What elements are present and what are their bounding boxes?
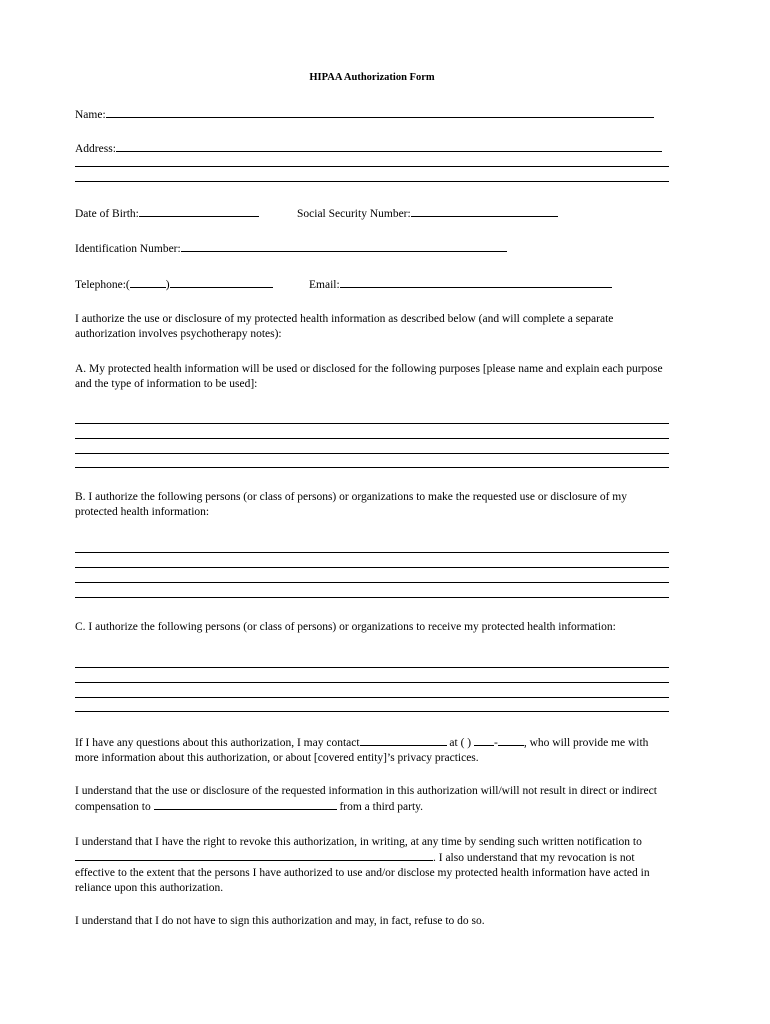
section-c-line-3[interactable] [75, 697, 669, 698]
revoke-text-2: . I also understand that my revocation is not effective to the extent that the persons I have authorized to use and/or disclose my protected health information have acted in reliance upon this authorization. [75, 852, 650, 894]
section-a-line-2[interactable] [75, 438, 669, 439]
section-a-text: A. My protected health information will be used or disclosed for the following purposes [please name and explain each purpose and the type of information to be used]: [75, 363, 663, 390]
section-c-line-4[interactable] [75, 711, 669, 712]
id-label: Identification Number: [75, 243, 181, 255]
questions-text-3: - [494, 737, 498, 749]
section-a-line-4[interactable] [75, 467, 669, 468]
contact-name-field[interactable] [360, 735, 447, 746]
refuse-paragraph: I understand that I do not have to sign this authorization and may, in fact, refuse to do so. [75, 915, 485, 927]
email-field[interactable] [340, 277, 612, 288]
form-title: HIPAA Authorization Form [309, 72, 435, 83]
section-c-line-1[interactable] [75, 667, 669, 668]
questions-paragraph [75, 735, 671, 766]
telephone-close: ) [165, 279, 170, 291]
name-row [75, 107, 654, 122]
section-b-line-1[interactable] [75, 552, 669, 553]
address-field-line-1[interactable] [116, 141, 662, 152]
section-c-text: C. I authorize the following persons (or class of persons) or organizations to receive my protected health information: [75, 621, 616, 633]
revoke-notification-field[interactable] [75, 850, 433, 861]
address-row [75, 141, 662, 156]
name-label: Name: [75, 109, 106, 121]
address-field-line-2[interactable] [75, 166, 669, 167]
address-label: Address: [75, 143, 116, 155]
revoke-paragraph [75, 835, 671, 896]
telephone-row [75, 277, 273, 292]
dob-label: Date of Birth: [75, 208, 139, 220]
ssn-row [297, 206, 558, 221]
intro-paragraph: I authorize the use or disclosure of my protected health information as described below (and will complete a separate authorization involves psychotherapy notes): [75, 313, 614, 340]
section-a-line-1[interactable] [75, 423, 669, 424]
section-c-line-2[interactable] [75, 682, 669, 683]
area-code-field[interactable] [130, 277, 166, 288]
id-row [75, 241, 507, 256]
questions-text-1: If I have any questions about this authorization, I may contact [75, 737, 360, 749]
section-b-line-3[interactable] [75, 582, 669, 583]
section-b-line-4[interactable] [75, 597, 669, 598]
questions-text-2: at ( ) [446, 737, 475, 749]
ssn-field[interactable] [411, 206, 558, 217]
questions-text-4: , who will provide me with more information about this authorization, or about [covered entity]’s privacy practices. [75, 737, 649, 764]
revoke-text-1: I understand that I have the right to revoke this authorization, in writing, at any time by sending such written notification to [75, 836, 642, 848]
contact-phone-line-field[interactable] [498, 735, 524, 746]
compensation-text-1: I understand that the use or disclosure of the requested information in this authorization will/will not result in direct or indirect compensation to [75, 785, 657, 813]
dob-row [75, 206, 259, 221]
compensation-paragraph [75, 784, 671, 815]
email-label: Email: [309, 279, 340, 291]
telephone-field[interactable] [170, 277, 273, 288]
section-a-line-3[interactable] [75, 453, 669, 454]
compensation-text-2: from a third party. [336, 801, 424, 813]
compensation-party-field[interactable] [154, 799, 337, 810]
id-field[interactable] [181, 241, 507, 252]
ssn-label: Social Security Number: [297, 208, 411, 220]
telephone-label: Telephone:( [75, 279, 130, 291]
section-b-line-2[interactable] [75, 567, 669, 568]
address-field-line-3[interactable] [75, 181, 669, 182]
dob-field[interactable] [139, 206, 259, 217]
email-row [309, 277, 612, 292]
name-field[interactable] [106, 107, 654, 118]
section-b-text: B. I authorize the following persons (or class of persons) or organizations to make the requested use or disclosure of my protected health information: [75, 491, 627, 518]
contact-phone-prefix-field[interactable] [474, 735, 494, 746]
